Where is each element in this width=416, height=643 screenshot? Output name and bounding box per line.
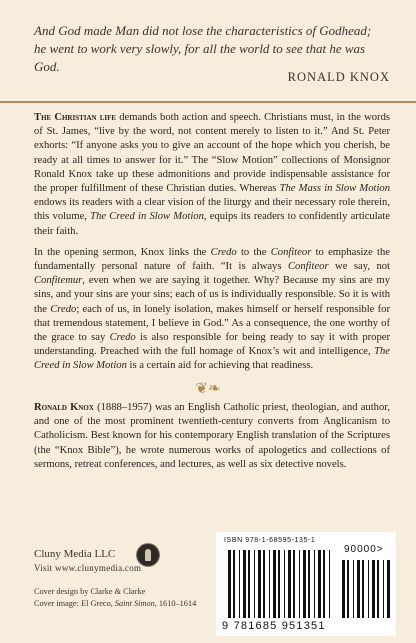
text-run: is a certain aid for achieving that readiness. [126, 360, 314, 372]
text-run: , even when we are saying it together. Why? Because my sins are my sins, and your sins are your sins; each of us is individually responsible. So it is with the [34, 275, 390, 315]
bio-text: (1888–1957) was an English Catholic priest, theologian, and author, and one of the most prominent twentieth-century converts from Anglicanism to Catholicism. Best known for his contemporary English translation of the Scriptures (the “Knox Bible”), he wrote numerous works of apologetics and collections of sermons, retreat conferences, and lectures, as well as six detective novels. [34, 402, 391, 470]
visit-label: Visit [34, 563, 53, 573]
bio-paragraph [34, 401, 390, 472]
text-run: is also responsible for being ready to say it with proper understanding. Preached with the full homage of Knox’s wit and intelligence, [34, 332, 390, 358]
barcode-panel [216, 532, 396, 636]
divider-rule [0, 101, 416, 103]
book-title: The Mass in Slow Motion [279, 183, 390, 195]
text-run: Cover image: El Greco, [34, 598, 115, 608]
epigraph-quote [34, 22, 390, 76]
text-run: In the opening sermon, Knox links the [34, 246, 211, 258]
text-run: ; each of us, in lonely isolation, makes himself or herself responsible for that tremendous statement, I believe in God.” As a consequence, the one worthy of the grace to say [34, 303, 390, 344]
bio-lead: Ronald Knox [34, 402, 94, 413]
epigraph-line-2: he went to work very slowly, for all the world to see that he was God. [34, 41, 366, 74]
latin-term: Confiteor [287, 261, 329, 273]
fleuron-ornament-icon: ❦❧ [195, 381, 221, 397]
barcode-digits: 9 781685 951351 [222, 620, 326, 632]
url-text: www.clunymedia.com [55, 563, 142, 573]
book-title: The Creed in Slow Motion [90, 211, 204, 223]
cover-credits [34, 586, 196, 609]
latin-term: Credo [50, 303, 77, 315]
latin-term: Confiteor [270, 246, 312, 258]
author-bio [34, 401, 390, 472]
latin-term: Credo [210, 246, 237, 258]
painting-title: Saint Simon [114, 598, 155, 608]
text-run: to the [236, 246, 271, 258]
text-run: to emphasize the fundamentally personal nature of faith. “It is always [34, 246, 390, 273]
publisher-seal-icon [136, 543, 160, 567]
text-run: we say, not [328, 261, 390, 273]
description-paragraph-1 [34, 111, 390, 239]
latin-term: Confitemur [34, 275, 83, 287]
epigraph-line-1: And God made Man did not lose the characteristics of Godhead; [34, 23, 372, 38]
description [34, 111, 390, 381]
text-run: demands both action and speech. Christians must, in the words of St. James, “live by the word, not content merely to listen to it.” And St. Peter exhorts: “If anyone asks you to give an account of the hope which you cherish, be ready at all times to answer for it.” The “Slow Motion” collections of Monsignor Ronald Knox take up these admonitions and provide indispensable assistance for the proper fulfillment of these Christian duties. Whereas [34, 112, 391, 195]
publisher-name: Cluny Media LLC [34, 548, 116, 560]
text-run: endows its readers with a clear vision of the liturgy and their necessary role therein, this volume, [34, 197, 390, 223]
epigraph-attribution: RONALD KNOX [287, 70, 390, 84]
book-title: The Creed in Slow Motion [34, 346, 390, 372]
latin-term: Credo [109, 332, 136, 344]
text-run: , 1610–1614 [154, 598, 197, 608]
description-paragraph-2 [34, 246, 390, 374]
text-run: , equips its readers to confidently articulate their faith. [34, 211, 390, 237]
publisher-url[interactable] [34, 563, 141, 573]
description-lead: The Christian life [34, 112, 117, 123]
image-credit [34, 598, 196, 610]
design-credit: Cover design by Clarke & Clarke [34, 587, 146, 596]
isbn-label: ISBN 978-1-68595-135-1 [224, 537, 316, 544]
price-code: 90000> [344, 544, 384, 555]
